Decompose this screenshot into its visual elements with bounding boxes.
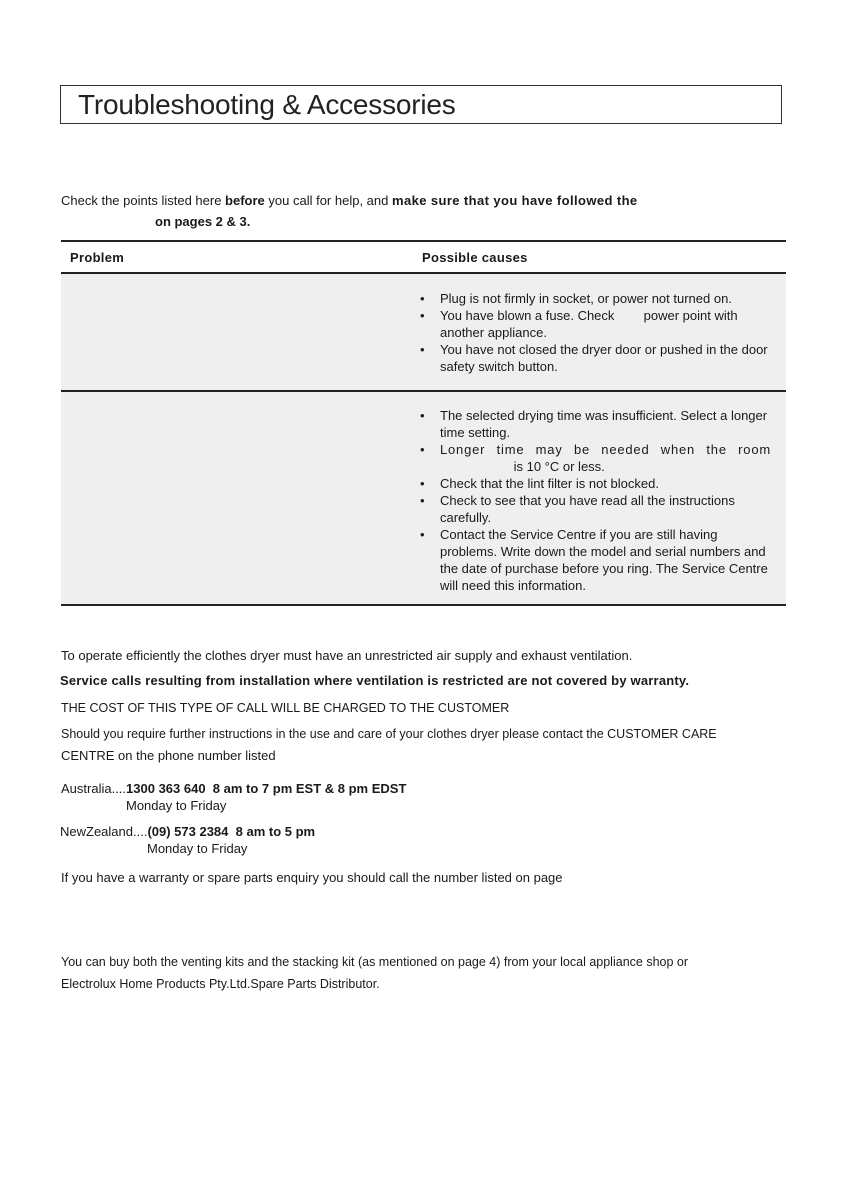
contact-australia (61, 780, 406, 814)
intro-bold-followed: make sure that you have followed the (391, 193, 638, 208)
table-row (61, 273, 786, 391)
ventilation-text: To operate efficiently the clothes dryer must have an unrestricted air supply and exhaust ventilation. (61, 648, 633, 663)
further-instructions-1: Should you require further instructions in the use and care of your clothes dryer please contact the CUSTOMER CARE (61, 727, 717, 741)
troubleshooting-table (61, 240, 786, 606)
list-item: • You have not closed the dryer door or pushed in the door safety switch button. (420, 341, 771, 375)
intro-text-2: you call for help, and (264, 193, 392, 208)
list-item: • Contact the Service Centre if you are still having problems. Write down the model and serial numbers and the date of purchase before you ring. The Service Centre will need this information. (420, 526, 771, 594)
ventilation-warning: Service calls resulting from installation where ventilation is restricted are not covered by warranty. (60, 673, 690, 688)
intro-bold-pages: on pages 2 & 3. (155, 214, 251, 229)
causes-cell (419, 391, 786, 605)
intro-paragraph (61, 190, 781, 232)
contact-days: Monday to Friday (126, 798, 227, 813)
accessories-text-1: You can buy both the venting kits and the stacking kit (as mentioned on page 4) from your local appliance shop or (61, 955, 689, 969)
contact-new-zealand (60, 823, 315, 857)
list-item: • Plug is not firmly in socket, or power not turned on. (420, 290, 771, 307)
header-problem: Problem (61, 241, 419, 273)
contact-number: 1300 363 640 (126, 781, 206, 796)
list-item: • Check to see that you have read all the instructions carefully. (420, 492, 771, 526)
cost-notice: THE COST OF THIS TYPE OF CALL WILL BE CHARGED TO THE CUSTOMER (61, 701, 510, 715)
table-header-row (61, 241, 786, 273)
further-instructions-2: CENTRE on the phone number listed (61, 748, 276, 763)
table-row (61, 391, 786, 605)
warranty-enquiry-text: If you have a warranty or spare parts enquiry you should call the number listed on page (61, 870, 563, 885)
contact-hours: 8 am to 7 pm EST & 8 pm EDST (212, 781, 407, 796)
contact-country: Australia.... (61, 781, 127, 796)
list-item: • You have blown a fuse. Check power point with another appliance. (420, 307, 771, 341)
contact-number: (09) 573 2384 (147, 824, 229, 839)
problem-cell (61, 273, 419, 391)
list-item: • Check that the lint filter is not blocked. (420, 475, 771, 492)
intro-text-1: Check the points listed here (61, 193, 226, 208)
page-title: Troubleshooting & Accessories (78, 89, 456, 120)
causes-cell (419, 273, 786, 391)
contact-country: NewZealand.... (60, 824, 148, 839)
header-possible-causes: Possible causes (419, 241, 786, 273)
problem-cell (61, 391, 419, 605)
accessories-text-2: Electrolux Home Products Pty.Ltd.Spare Parts Distributor. (61, 977, 380, 991)
intro-bold-before: before (225, 193, 265, 208)
list-item: • The selected drying time was insufficient. Select a longer time setting. (420, 407, 771, 441)
list-item: • Longer time may be needed when the room is 10 °C or less. (420, 441, 771, 475)
contact-hours: 8 am to 5 pm (235, 824, 316, 839)
contact-days: Monday to Friday (147, 841, 248, 856)
page-title-box (60, 85, 782, 124)
